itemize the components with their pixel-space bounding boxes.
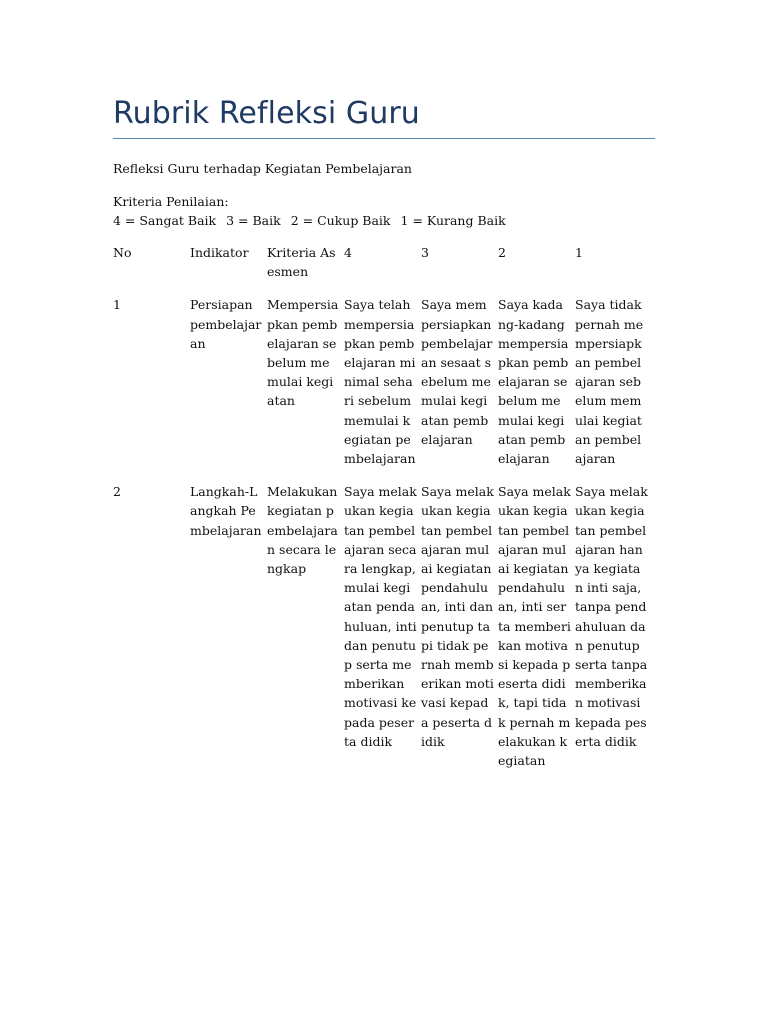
cell-indikator: Persiapan pembelajaran [190,297,262,351]
cell-no: 1 [113,297,121,313]
cell-score-4: Saya melakukan kegiatan pembelajaran secara lengkap, mulai kegiatan pendahuluan, inti dan penutup serta memberikan motivasi kepada peserta didik [344,484,417,749]
scale-item-4: 4 = Sangat Baik [113,213,217,228]
table-row [113,295,652,482]
table-header-row [113,243,652,295]
scale-item-2: 2 = Cukup Baik [290,213,391,228]
cell-score-2: Saya kadang-kadang mempersiapkan pembelajaran sebelum memulai kegiatan pembelajaran [498,297,569,467]
header-no: No [113,245,132,260]
document-subtitle: Refleksi Guru terhadap Kegiatan Pembelajaran [113,161,412,176]
header-indikator: Indikator [190,245,249,260]
header-score-1: 1 [575,245,583,260]
cell-kriteria: Melakukan kegiatan pembelajaran secara lengkap [267,484,338,577]
cell-score-1: Saya melakukan kegiatan pembelajaran hanya kegiatan inti saja, tanpa pendahuluan dan penutup serta tanpa memberikan motivasi kepada peserta didik [575,484,648,749]
header-score-2: 2 [498,245,506,260]
table-row [113,482,652,784]
cell-no: 2 [113,484,121,500]
document-title: Rubrik Refleksi Guru [113,96,420,131]
cell-score-2: Saya melakukan kegiatan pembelajaran mulai kegiatan pendahuluan, inti serta memberikan motivasi kepada peserta didik, tapi tidak pernah melakukan kegiatan [498,484,571,769]
header-kriteria-asesmen: Kriteria Asesmen [267,245,336,280]
criteria-scale [113,211,516,230]
scale-item-1: 1 = Kurang Baik [400,213,506,228]
criteria-heading: Kriteria Penilaian: [113,194,229,209]
assessment-criteria [113,192,516,230]
rubric-table [113,243,652,784]
title-underline [113,138,655,139]
cell-score-4: Saya telah mempersiapkan pembelajaran minimal sehari sebelum memulai kegiatan pembelajaran [344,297,416,467]
header-score-4: 4 [344,245,352,260]
scale-item-3: 3 = Baik [226,213,281,228]
header-score-3: 3 [421,245,429,260]
cell-score-3: Saya melakukan kegiatan pembelajaran mulai kegiatan pendahuluan, inti dan penutup tapi tidak pernah memberikan motivasi kepada peserta didik [421,484,494,749]
cell-indikator: Langkah-Langkah Pembelajaran [190,484,262,538]
cell-score-3: Saya mempersiapkan pembelajaran sesaat sebelum memulai kegiatan pembelajaran [421,297,493,447]
cell-kriteria: Mempersiapkan pembelajaran sebelum memulai kegiatan [267,297,339,409]
cell-score-1: Saya tidak pernah mempersiapkan pembelajaran sebelum memulai kegiatan pembelajaran [575,297,644,467]
